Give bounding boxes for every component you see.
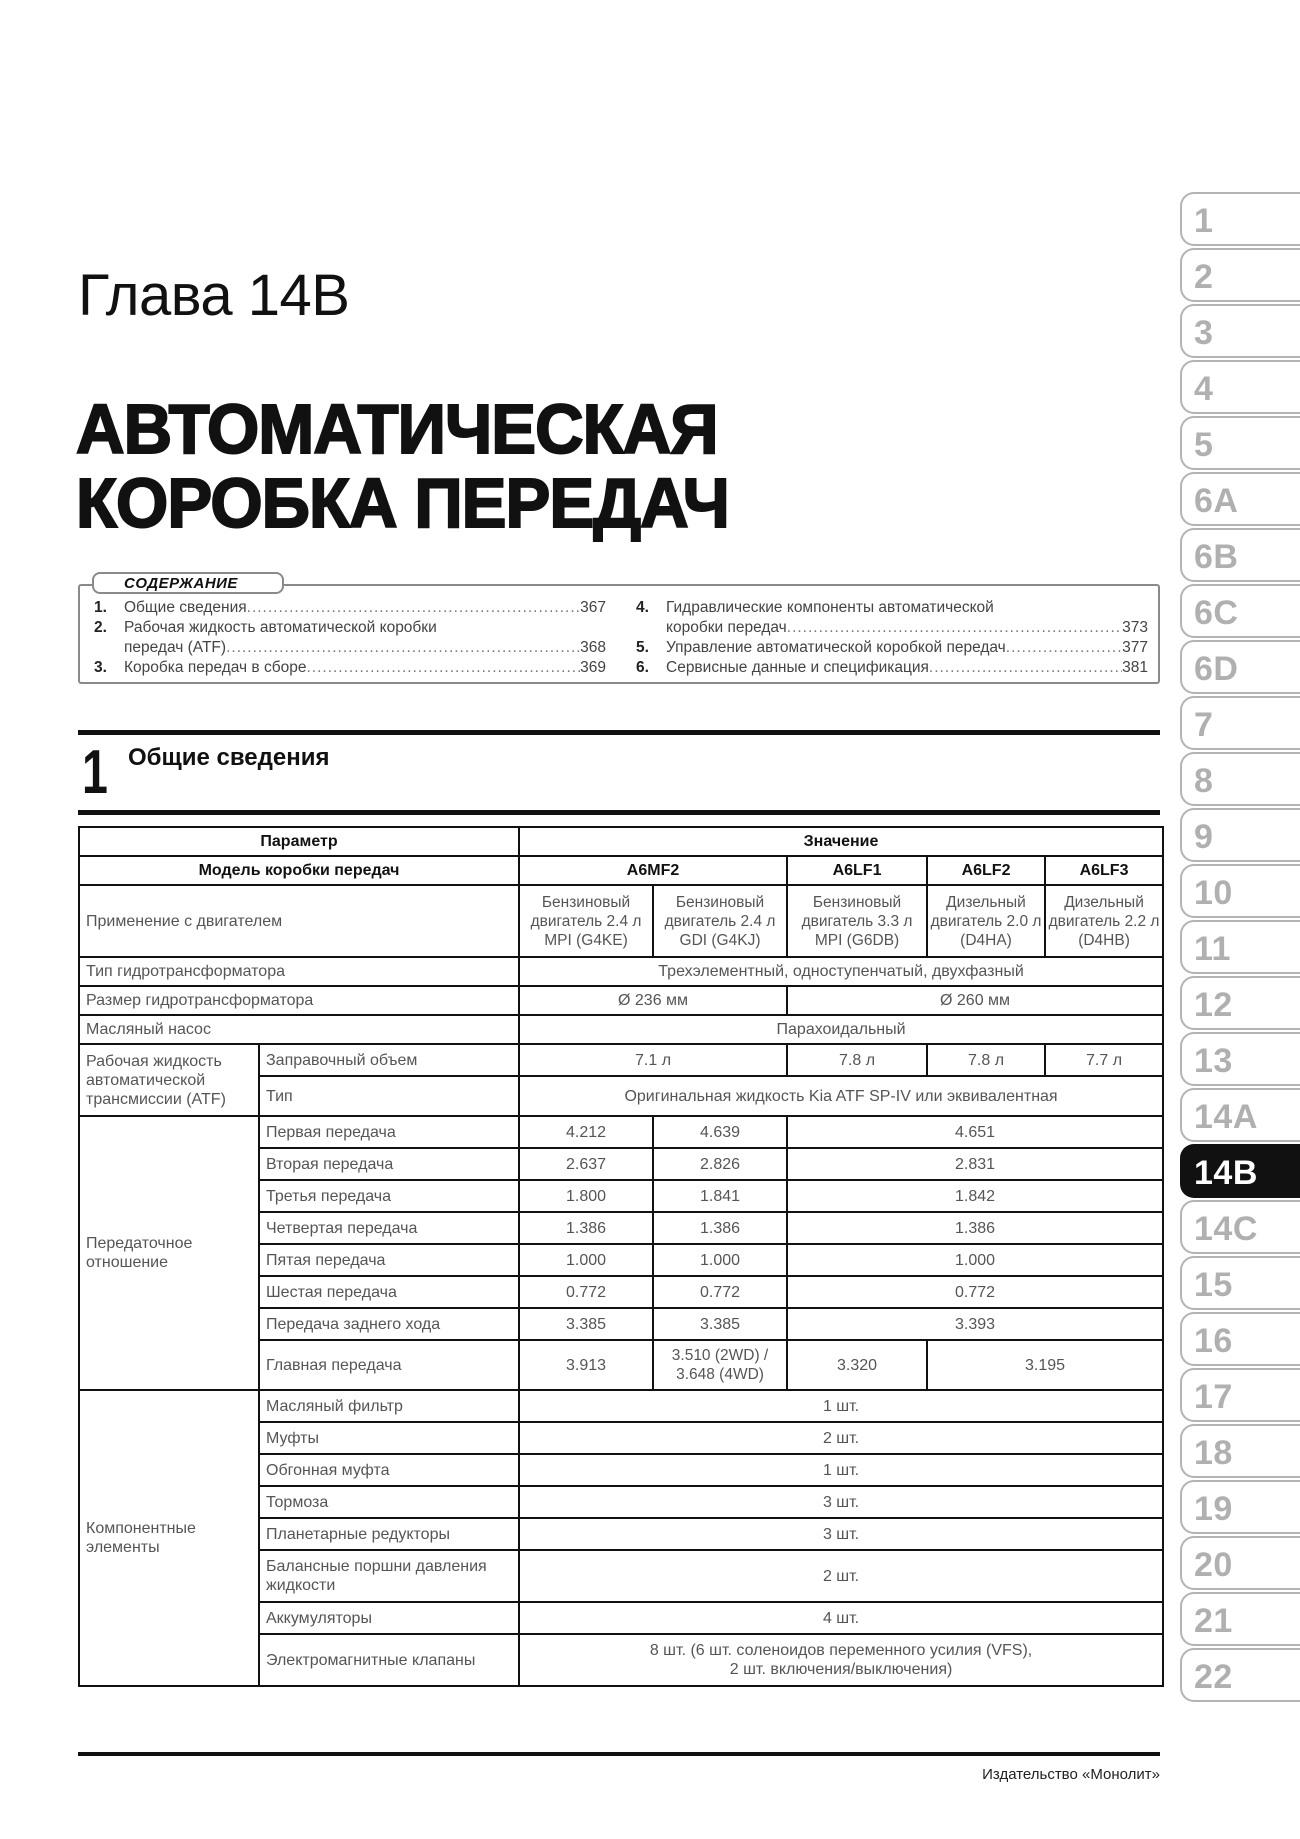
chapter-tab-11[interactable] <box>1180 920 1300 974</box>
toc-heading: СОДЕРЖАНИЕ <box>124 575 238 592</box>
section-rule-bottom <box>78 810 1160 815</box>
ratio-a6lf: 1.000 <box>787 1244 1163 1276</box>
toc-item-number: 3. <box>94 659 107 676</box>
chapter-tab-label: 6C <box>1194 594 1239 632</box>
toc-item-3[interactable] <box>94 658 606 678</box>
ratio-name: Вторая передача <box>259 1148 519 1180</box>
atf-volume-a6lf3: 7.7 л <box>1045 1044 1163 1076</box>
chapter-tab-13[interactable] <box>1180 1032 1300 1086</box>
toc-column-left <box>94 598 606 678</box>
toc-item-number: 2. <box>94 619 107 636</box>
ratio-g4ke: 1.386 <box>519 1212 653 1244</box>
toc-item-1[interactable] <box>94 598 606 618</box>
components-label: Компонентные элементы <box>79 1390 259 1686</box>
chapter-tab-label: 17 <box>1194 1378 1233 1416</box>
ratio-name: Пятая передача <box>259 1244 519 1276</box>
component-value: 2 шт. <box>519 1550 1163 1602</box>
ratio-g4kj: 2.826 <box>653 1148 787 1180</box>
chapter-tab-label: 18 <box>1194 1434 1233 1472</box>
chapter-tab-19[interactable] <box>1180 1480 1300 1534</box>
component-name: Муфты <box>259 1422 519 1454</box>
ratio-g4ke: 1.000 <box>519 1244 653 1276</box>
converter-size-label: Размер гидротрансформатора <box>79 986 519 1015</box>
component-value: 3 шт. <box>519 1486 1163 1518</box>
model-label: Модель коробки передач <box>79 856 519 885</box>
table-row-converter-size <box>79 986 1163 1015</box>
atf-type-label: Тип <box>259 1076 519 1116</box>
toc-leader-dots <box>306 658 580 678</box>
component-name: Балансные поршни давления жидкости <box>259 1550 519 1602</box>
component-value: 4 шт. <box>519 1602 1163 1634</box>
atf-volume-a6mf2: 7.1 л <box>519 1044 787 1076</box>
ratio-g4ke: 2.637 <box>519 1148 653 1180</box>
table-row-oil-pump <box>79 1015 1163 1044</box>
ratio-name: Первая передача <box>259 1116 519 1148</box>
table-row-model <box>79 856 1163 885</box>
toc-item-page: 373 <box>1122 619 1148 636</box>
component-value: 3 шт. <box>519 1518 1163 1550</box>
component-name: Обгонная муфта <box>259 1454 519 1486</box>
chapter-tab-label: 14C <box>1194 1210 1258 1248</box>
ratio-a6lf: 2.831 <box>787 1148 1163 1180</box>
chapter-tab-20[interactable] <box>1180 1536 1300 1590</box>
chapter-tab-label: 22 <box>1194 1658 1233 1696</box>
footer <box>78 1752 1160 1783</box>
chapter-tab-15[interactable] <box>1180 1256 1300 1310</box>
component-value <box>519 1634 1163 1686</box>
final-drive-g4kj-2wd: 3.510 (2WD) / <box>671 1347 769 1364</box>
toc-item-page: 369 <box>580 659 606 676</box>
toc-item-text: Рабочая жидкость автоматической коробки <box>124 619 437 636</box>
toc-item-number: 1. <box>94 599 107 616</box>
toc-item-6[interactable] <box>636 658 1148 678</box>
ratio-g4ke: 1.800 <box>519 1180 653 1212</box>
final-drive-g4ke: 3.913 <box>519 1340 653 1390</box>
chapter-tab-1[interactable] <box>1180 192 1300 246</box>
converter-size-a6lf: Ø 260 мм <box>787 986 1163 1015</box>
chapter-tab-label: 1 <box>1194 202 1214 240</box>
chapter-tab-21[interactable] <box>1180 1592 1300 1646</box>
atf-label: Рабочая жидкость автоматической трансмиссии (ATF) <box>79 1044 259 1116</box>
engine-g6db: Бензиновый двигатель 3.3 л MPI (G6DB) <box>787 885 927 957</box>
chapter-tab-label: 5 <box>1194 426 1214 464</box>
chapter-tab-label: 6A <box>1194 482 1239 520</box>
converter-type-value: Трехэлементный, одноступенчатый, двухфазный <box>519 957 1163 986</box>
table-header-row <box>79 827 1163 856</box>
chapter-tab-17[interactable] <box>1180 1368 1300 1422</box>
ratio-name: Четвертая передача <box>259 1212 519 1244</box>
publisher: Издательство «Монолит» <box>982 1766 1160 1783</box>
chapter-tab-label: 15 <box>1194 1266 1233 1304</box>
final-drive-g4kj <box>653 1340 787 1390</box>
toc-item-text: Общие сведения <box>124 599 247 616</box>
ratio-a6lf: 0.772 <box>787 1276 1163 1308</box>
chapter-tab-label: 6B <box>1194 538 1239 576</box>
atf-type-value: Оригинальная жидкость Kia ATF SP-IV или эквивалентная <box>519 1076 1163 1116</box>
footer-rule <box>78 1752 1160 1756</box>
section-title: Общие сведения <box>128 744 330 771</box>
chapter-tab-label: 9 <box>1194 818 1214 856</box>
ratio-name: Третья передача <box>259 1180 519 1212</box>
ratio-a6lf: 3.393 <box>787 1308 1163 1340</box>
atf-volume-a6lf2: 7.8 л <box>927 1044 1045 1076</box>
spec-table <box>78 826 1164 1687</box>
component-name: Тормоза <box>259 1486 519 1518</box>
chapter-tab-6a[interactable] <box>1180 472 1300 526</box>
chapter-tab-18[interactable] <box>1180 1424 1300 1478</box>
ratio-g4kj: 1.386 <box>653 1212 787 1244</box>
converter-size-a6mf2: Ø 236 мм <box>519 986 787 1015</box>
component-name: Аккумуляторы <box>259 1602 519 1634</box>
table-row-atf-volume <box>79 1044 1163 1076</box>
toc-item-page: 381 <box>1122 659 1148 676</box>
chapter-tab-14a[interactable] <box>1180 1088 1300 1142</box>
chapter-tab-4[interactable] <box>1180 360 1300 414</box>
toc-leader-dots <box>1006 638 1122 658</box>
toc-item-number: 4. <box>636 599 649 616</box>
ratio-g4kj: 1.000 <box>653 1244 787 1276</box>
toc-item-text: Коробка передач в сборе <box>124 659 307 676</box>
chapter-tab-6c[interactable] <box>1180 584 1300 638</box>
header-value: Значение <box>519 827 1163 856</box>
table-row-ratio <box>79 1116 1163 1148</box>
atf-volume-label: Заправочный объем <box>259 1044 519 1076</box>
toc-item-page: 377 <box>1122 639 1148 656</box>
ratio-g4ke: 0.772 <box>519 1276 653 1308</box>
model-a6lf3: A6LF3 <box>1045 856 1163 885</box>
toc-item-2[interactable] <box>94 618 606 638</box>
oil-pump-value: Парахоидальный <box>519 1015 1163 1044</box>
chapter-tab-label: 6D <box>1194 650 1239 688</box>
table-row-engine <box>79 885 1163 957</box>
toc-item-text: Сервисные данные и спецификация <box>666 659 929 676</box>
chapter-tab-14c[interactable] <box>1180 1200 1300 1254</box>
table-of-contents <box>78 575 1160 684</box>
toc-leader-dots <box>929 658 1122 678</box>
engine-label: Применение с двигателем <box>79 885 519 957</box>
chapter-tab-9[interactable] <box>1180 808 1300 862</box>
final-drive-a6lf1: 3.320 <box>787 1340 927 1390</box>
chapter-tab-12[interactable] <box>1180 976 1300 1030</box>
component-name: Электромагнитные клапаны <box>259 1634 519 1686</box>
chapter-tab-label: 2 <box>1194 258 1214 296</box>
chapter-title-line-1: АВТОМАТИЧЕСКАЯ <box>76 390 718 468</box>
chapter-tab-label: 13 <box>1194 1042 1233 1080</box>
ratio-name: Передача заднего хода <box>259 1308 519 1340</box>
component-value: 2 шт. <box>519 1422 1163 1454</box>
chapter-tab-label: 4 <box>1194 370 1214 408</box>
toc-leader-dots <box>226 638 580 658</box>
chapter-title <box>76 392 729 540</box>
toc-item-4[interactable] <box>636 598 1148 618</box>
chapter-tab-6b[interactable] <box>1180 528 1300 582</box>
atf-volume-a6lf1: 7.8 л <box>787 1044 927 1076</box>
chapter-tab-7[interactable] <box>1180 696 1300 750</box>
chapter-tab-label: 14B <box>1194 1154 1258 1192</box>
chapter-tab-label: 7 <box>1194 706 1214 744</box>
model-a6lf1: A6LF1 <box>787 856 927 885</box>
ratio-a6lf: 1.842 <box>787 1180 1163 1212</box>
chapter-tab-label: 10 <box>1194 874 1233 912</box>
component-name: Масляный фильтр <box>259 1390 519 1422</box>
toc-item-text: Управление автоматической коробкой передач <box>666 639 1006 656</box>
final-drive-a6lf23: 3.195 <box>927 1340 1163 1390</box>
component-value: 1 шт. <box>519 1454 1163 1486</box>
chapter-tab-6d[interactable] <box>1180 640 1300 694</box>
engine-d4hb: Дизельный двигатель 2.2 л (D4HB) <box>1045 885 1163 957</box>
chapter-tab-3[interactable] <box>1180 304 1300 358</box>
component-name: Планетарные редукторы <box>259 1518 519 1550</box>
chapter-tab-10[interactable] <box>1180 864 1300 918</box>
ratio-g4kj: 4.639 <box>653 1116 787 1148</box>
toc-leader-dots <box>787 618 1122 638</box>
toc-item-4-continued[interactable] <box>636 618 1148 638</box>
toc-column-right <box>636 598 1148 678</box>
chapter-tab-label: 8 <box>1194 762 1214 800</box>
final-drive-g4kj-4wd: 3.648 (4WD) <box>676 1366 764 1383</box>
toc-leader-dots <box>247 598 580 618</box>
ratio-label: Передаточное отношение <box>79 1116 259 1390</box>
ratio-g4kj: 3.385 <box>653 1308 787 1340</box>
chapter-tab-label: 21 <box>1194 1602 1233 1640</box>
ratio-name: Шестая передача <box>259 1276 519 1308</box>
ratio-g4kj: 0.772 <box>653 1276 787 1308</box>
section-number: 1 <box>82 738 108 807</box>
oil-pump-label: Масляный насос <box>79 1015 519 1044</box>
chapter-tab-2[interactable] <box>1180 248 1300 302</box>
chapter-title-line-2: КОРОБКА ПЕРЕДАЧ <box>76 464 729 542</box>
toc-item-text: Гидравлические компоненты автоматической <box>666 599 994 616</box>
header-param: Параметр <box>79 827 519 856</box>
chapter-tab-22[interactable] <box>1180 1648 1300 1702</box>
engine-d4ha: Дизельный двигатель 2.0 л (D4HA) <box>927 885 1045 957</box>
toc-item-5[interactable] <box>636 638 1148 658</box>
toc-heading-tab <box>92 572 284 594</box>
chapter-tab-5[interactable] <box>1180 416 1300 470</box>
chapter-tab-label: 3 <box>1194 314 1214 352</box>
ratio-g4ke: 4.212 <box>519 1116 653 1148</box>
toc-item-text: передач (ATF) <box>124 639 227 656</box>
component-value: 1 шт. <box>519 1390 1163 1422</box>
table-row-component <box>79 1390 1163 1422</box>
converter-type-label: Тип гидротрансформатора <box>79 957 519 986</box>
engine-g4kj: Бензиновый двигатель 2.4 л GDI (G4KJ) <box>653 885 787 957</box>
model-a6mf2: A6MF2 <box>519 856 787 885</box>
chapter-tab-label: 11 <box>1194 930 1231 968</box>
engine-g4ke: Бензиновый двигатель 2.4 л MPI (G4KE) <box>519 885 653 957</box>
toc-item-page: 367 <box>580 599 606 616</box>
chapter-tab-label: 20 <box>1194 1546 1233 1584</box>
final-drive-label: Главная передача <box>259 1340 519 1390</box>
section-rule-top <box>78 730 1160 735</box>
toc-item-text: коробки передач <box>666 619 787 636</box>
chapter-tab-label: 19 <box>1194 1490 1233 1528</box>
ratio-g4kj: 1.841 <box>653 1180 787 1212</box>
component-value-line-1: 8 шт. (6 шт. соленоидов переменного усилия (VFS), <box>649 1642 1033 1659</box>
chapter-label: Глава 14В <box>78 263 350 328</box>
chapter-tab-label: 16 <box>1194 1322 1233 1360</box>
toc-item-2-continued[interactable] <box>94 638 606 658</box>
chapter-tab-14b[interactable] <box>1180 1144 1300 1198</box>
chapter-tab-label: 14A <box>1194 1098 1258 1136</box>
ratio-g4ke: 3.385 <box>519 1308 653 1340</box>
toc-item-page: 368 <box>580 639 606 656</box>
chapter-tab-8[interactable] <box>1180 752 1300 806</box>
chapter-tab-label: 12 <box>1194 986 1233 1024</box>
ratio-a6lf: 1.386 <box>787 1212 1163 1244</box>
component-value-line-2: 2 шт. включения/выключения) <box>729 1661 953 1678</box>
toc-item-number: 5. <box>636 639 649 656</box>
table-row-converter-type <box>79 957 1163 986</box>
chapter-tabs <box>1180 192 1300 1704</box>
ratio-a6lf: 4.651 <box>787 1116 1163 1148</box>
toc-item-number: 6. <box>636 659 649 676</box>
model-a6lf2: A6LF2 <box>927 856 1045 885</box>
chapter-tab-16[interactable] <box>1180 1312 1300 1366</box>
